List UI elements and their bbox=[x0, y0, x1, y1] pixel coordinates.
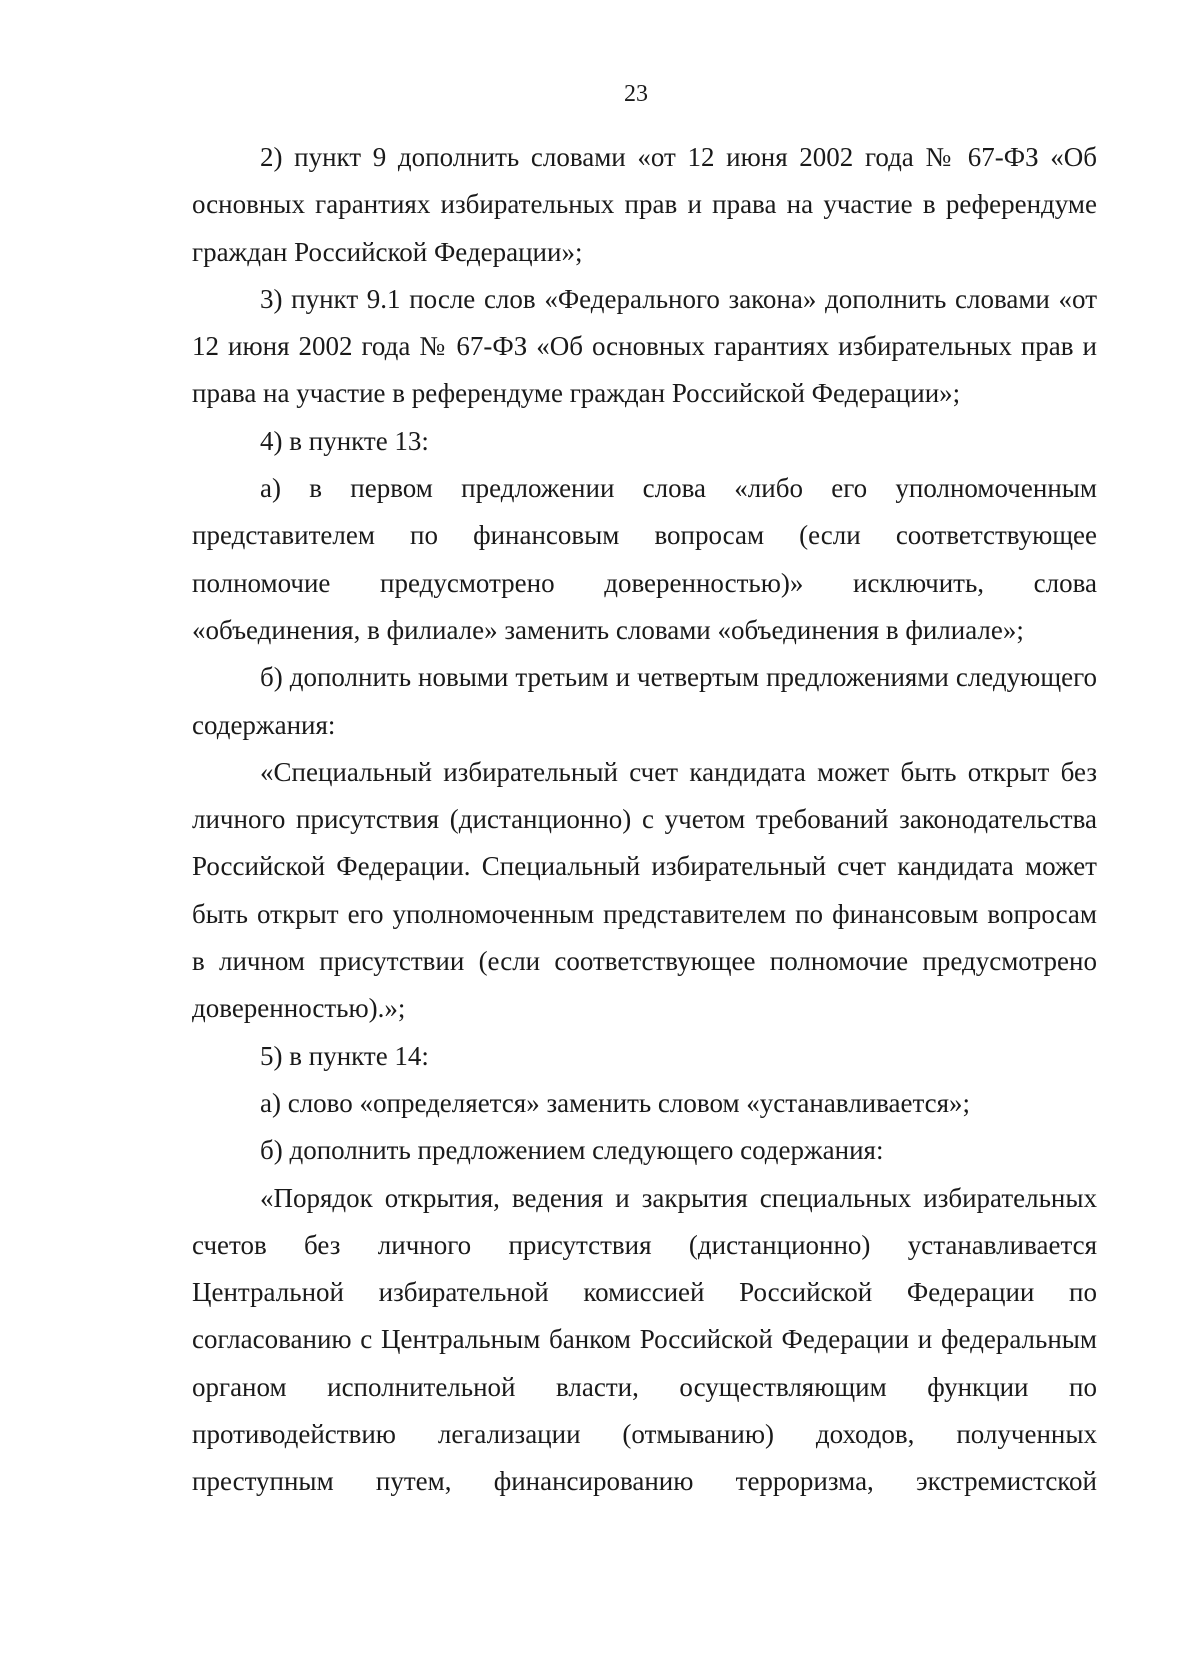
paragraph-item-2: 2) пункт 9 дополнить словами «от 12 июня 2002 года № 67-ФЗ «Об основных гарантиях избирательных прав и права на участие в референдуме граждан Российской Федерации»; bbox=[192, 142, 1097, 267]
page-number: 23 bbox=[624, 81, 648, 107]
paragraph-subitem-5a: а) слово «определяется» заменить словом «устанавливается»; bbox=[260, 1087, 971, 1118]
paragraph-subitem-4a: а) в первом предложении слова «либо его уполномоченным представителем по финансовым вопросам (если соответствующее полномочие предусмотрено доверенностью)» исключить, слова «объединения, в филиале» заменить словами «объединения в филиале»; bbox=[192, 473, 1097, 645]
paragraph-item-3: 3) пункт 9.1 после слов «Федерального закона» дополнить словами «от 12 июня 2002 года № 67-ФЗ «Об основных гарантиях избирательных прав и права на участие в референдуме граждан Российской Федерации»; bbox=[192, 283, 1097, 409]
document-body bbox=[192, 134, 1097, 1506]
paragraph-subitem-5b: б) дополнить предложением следующего содержания: bbox=[260, 1135, 884, 1166]
paragraph-item-5: 5) в пункте 14: bbox=[260, 1040, 429, 1071]
paragraph-quote-4b: «Специальный избирательный счет кандидата может быть открыт без личного присутствия (дистанционно) с учетом требований законодательства Российской Федерации. Специальный избирательный счет кандидата может быть открыт его уполномоченным представителем по финансовым вопросам в личном присутствии (если соответствующее полномочие предусмотрено доверенностью).»; bbox=[192, 756, 1097, 1024]
paragraph-item-4: 4) в пункте 13: bbox=[260, 425, 429, 456]
paragraph-quote-5b: «Порядок открытия, ведения и закрытия специальных избирательных счетов без личного присутствия (дистанционно) устанавливается Центральной избирательной комиссией Российской Федерации по согласованию с Центральным банком Российской Федерации и федеральным органом исполнительной власти, осуществляющим функции по противодействию легализации (отмыванию) доходов, полученных преступным путем, финансированию терроризма, экстремистской bbox=[192, 1182, 1097, 1497]
paragraph-subitem-4b: б) дополнить новыми третьим и четвертым предложениями следующего содержания: bbox=[192, 662, 1097, 740]
